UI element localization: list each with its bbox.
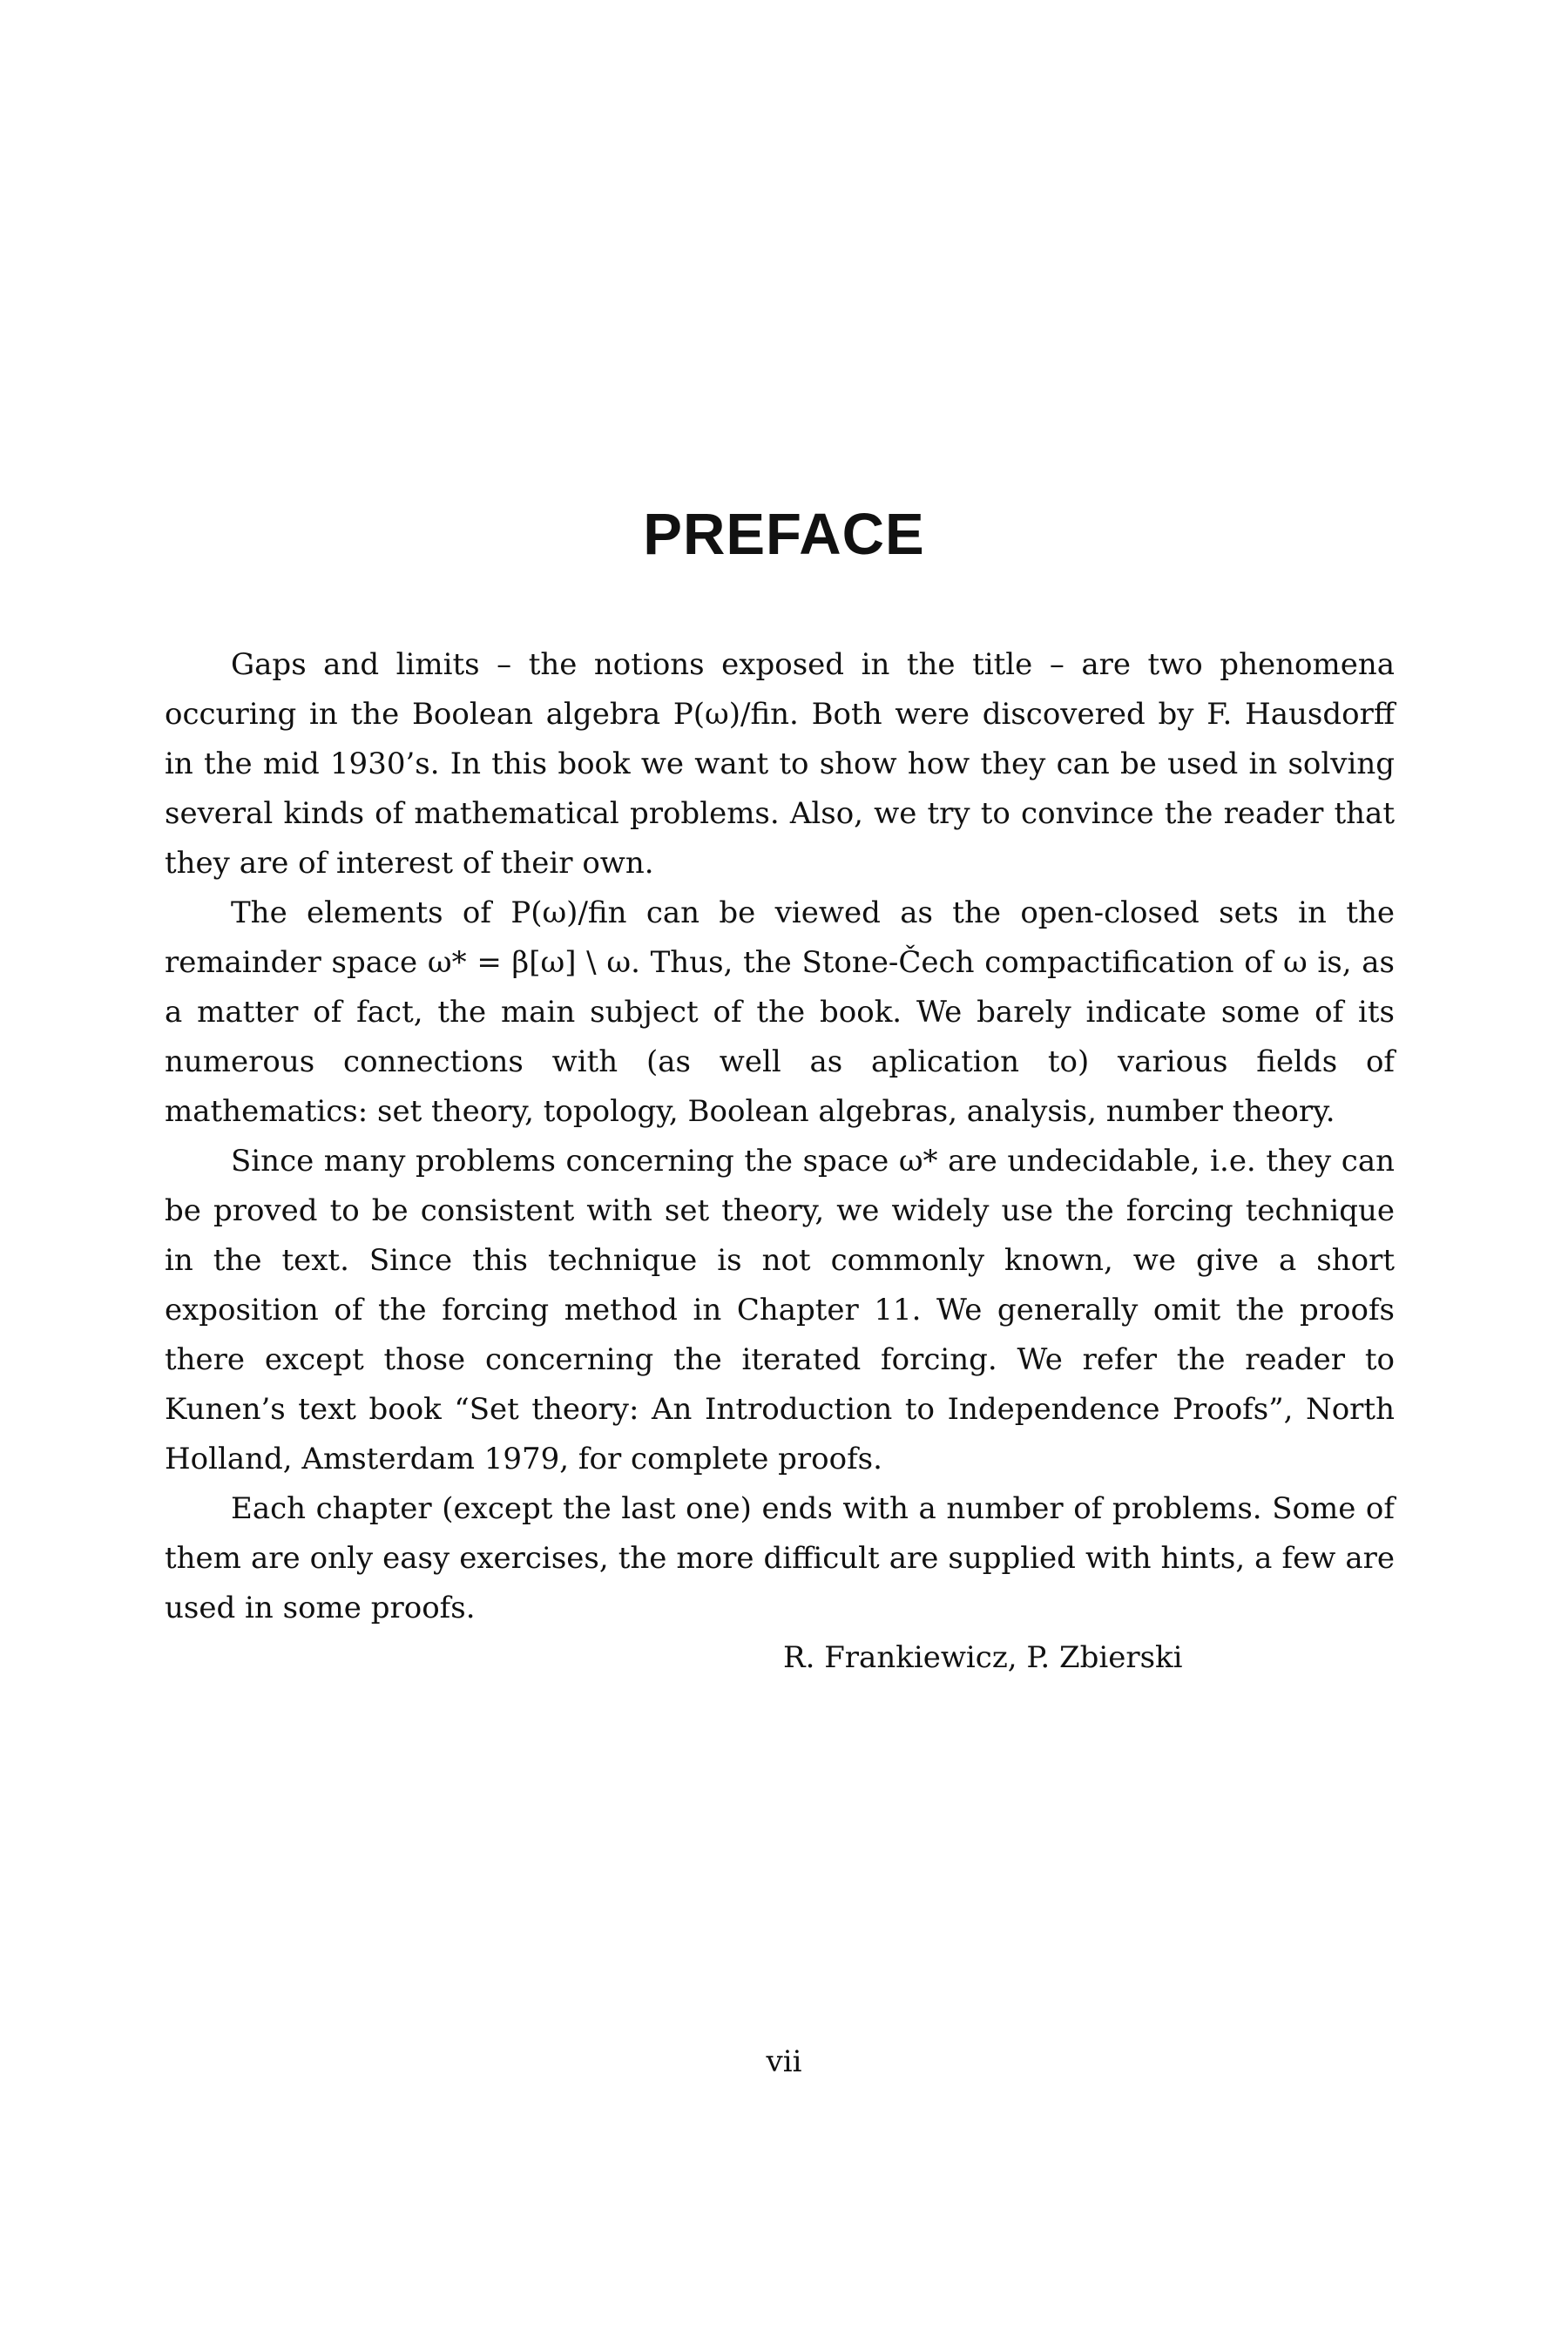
- page-number: vii: [766, 2044, 802, 2079]
- author-signature: R. Frankiewicz, P. Zbierski: [783, 1640, 1183, 1675]
- paragraph-4: Each chapter (except the last one) ends with a number of problems. Some of them are only easy exercises, the more difficult are supplied with hints, a few are used in some proofs.: [165, 1491, 1395, 1625]
- page-title: PREFACE: [643, 501, 925, 567]
- paragraph-2: The elements of P(ω)/fin can be viewed as the open-closed sets in the remainder space ω* = β[ω] \ ω. Thus, the Stone-Čech compactification of ω is, as a matter of fact, the main subject of the book. We barely indicate some of its numerous connections with (as well as aplication to) various fields of mathematics: set theory, topology, Boolean algebras, analysis, number theory.: [165, 895, 1395, 1129]
- preface-body: [165, 640, 1395, 1683]
- paragraph-3: Since many problems concerning the space ω* are undecidable, i.e. they can be proved to be consistent with set theory, we widely use the forcing technique in the text. Since this technique is not commonly known, we give a short exposition of the forcing method in Chapter 11. We generally omit the proofs there except those concerning the iterated forcing. We refer the reader to Kunen’s text book “Set theory: An Introduction to Independence Proofs”, North Holland, Amsterdam 1979, for complete proofs.: [165, 1144, 1395, 1476]
- paragraph-1: Gaps and limits – the notions exposed in the title – are two phenomena occuring in the Boolean algebra P(ω)/fin. Both were discovered by F. Hausdorff in the mid 1930’s. In this book we want to show how they can be used in solving several kinds of mathematical problems. Also, we try to convince the reader that they are of interest of their own.: [165, 647, 1395, 881]
